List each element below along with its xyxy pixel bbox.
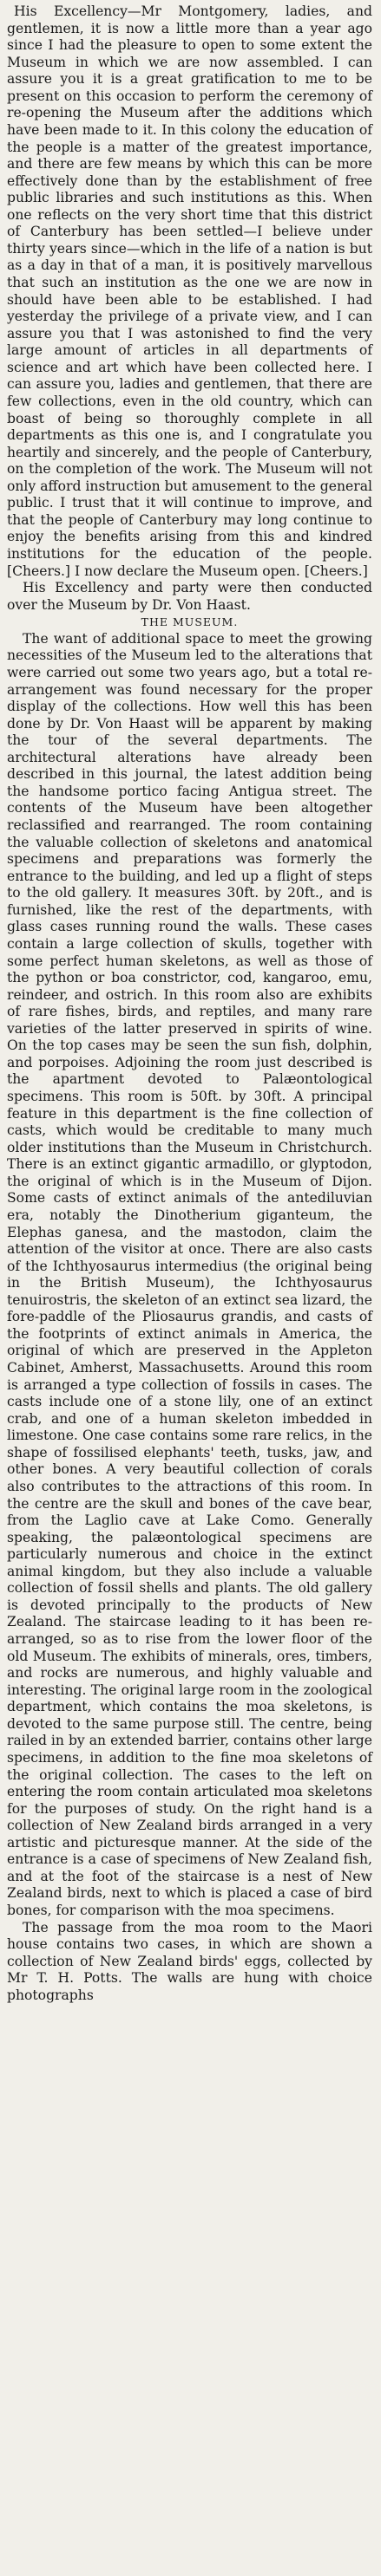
speech-paragraph: His Excellency—Mr Montgomery, ladies, and gentlemen, it is now a little more than a year ago since I had the pleasure to open to some extent the Museum in which we are now assembled. I can assure you it is a great gratification to me to be present on this occasion to perform the ceremony of re-opening the Museum after the additions which have been made to it. In this colony the education of the people is a matter of the greatest importance, and there are few means by which this can be more effectively done than by the establishment of free public libraries and such institutions as this. When one reflects on the very short time that this district of Canterbury has been settled—I believe under thirty years since—which in the life of a nation is but as a day in that of a man, it is positively marvellous that such an institution as the one we are now in should have been able to be established. I had yesterday the privilege of a private view, and I can assure you that I was astonished to find the very large amount of articles in all departments of science and art which have been collected here. I can assure you, ladies and gentlemen, that there are few collections, even in the old country, which can boast of being so thoroughly complete in all departments as this one is, and I congratulate you heartily and sincerely, and the people of Canterbury, on the completion of the work. The Museum will not only afford instruction but amusement to the general public. I trust that it will continue to improve, and that the people of Canterbury may long continue to enjoy the benefits arising from this and kindred institutions for the education of the people. [Cheers.] I now declare the Museum open. [Cheers.] [7,3,372,579]
tour-paragraph: His Excellency and party were then conducted over the Museum by Dr. Von Haast. [7,580,372,613]
section-heading: THE MUSEUM. [141,615,239,629]
passage-paragraph: The passage from the moa room to the Maori house contains two cases, in which are shown a collection of New Zealand birds' eggs, collected by Mr T. H. Potts. The walls are hung with choice photographs [7,1919,372,2003]
museum-description-paragraph: The want of additional space to meet the growing necessities of the Museum led to the alterations that were carried out some two years ago, but a total re-arrangement was found necessary for the proper display of the collections. How well this has been done by Dr. Von Haast will be apparent by making the tour of the several departments. The architectural alterations have already been described in this journal, the latest addition being the handsome portico facing Antigua street. The contents of the Museum have been altogether reclassified and rearranged. The room containing the valuable collection of skeletons and anatomical specimens and preparations was formerly the entrance to the building, and led up a flight of steps to the old gallery. It measures 30ft. by 20ft., and is furnished, like the rest of the departments, with glass cases running round the walls. These cases contain a large collection of skulls, together with some perfect human skeletons, as well as those of the python or boa constrictor, cod, kangaroo, emu, reindeer, and ostrich. In this room also are exhibits of rare fishes, birds, and reptiles, and many rare varieties of the latter preserved in spirits of wine. On the top cases may be seen the sun fish, dolphin, and porpoises. Adjoining the room just described is the apartment devoted to Palæontological specimens. This room is 50ft. by 30ft. A principal feature in this department is the fine collection of casts, which would be creditable to many much older institutions than the Museum in Christchurch. There is an extinct gigantic armadillo, or glyptodon, the original of which is in the Museum of Dijon. Some casts of extinct animals of the antediluvian era, notably the Dinotherium giganteum, the Elephas ganesa, and the mastodon, claim the attention of the visitor at once. There are also casts of the Ichthyosaurus intermedius (the original being in the British Museum), the Ichthyosaurus tenuirostris, the skeleton of an extinct sea lizard, the fore-paddle of the Pliosaurus grandis, and casts of the footprints of extinct animals in America, the original of which are preserved in the Appleton Cabinet, Amherst, Massachusetts. Around this room is arranged a type collection of fossils in cases. The casts include one of a stone lily, one of an extinct crab, and one of a human skeleton imbedded in limestone. One case contains some rare relics, in the shape of fossilised elephants' teeth, tusks, jaw, and other bones. A very beautiful collection of corals also contributes to the attractions of this room. In the centre are the skull and bones of the cave bear, from the Laglio cave at Lake Como. Generally speaking, the palæontological specimens are particularly numerous and choice in the extinct animal kingdom, but they also include a valuable collection of fossil shells and plants. The old gallery is devoted principally to the products of New Zealand. The staircase leading to it has been re-arranged, so as to rise from the lower floor of the old Museum. The exhibits of minerals, ores, timbers, and rocks are numerous, and highly valuable and interesting. The original large room in the zoological department, which contains the moa skeletons, is devoted to the same purpose still. The centre, being railed in by an extended barrier, contains other large specimens, in addition to the fine moa skeletons of the original collection. The cases to the left on entering the room contain articulated moa skeletons for the purposes of study. On the right hand is a collection of New Zealand birds arranged in a very artistic and picturesque manner. At the side of the entrance is a case of specimens of New Zealand fish, and at the foot of the staircase is a nest of New Zealand birds, next to which is placed a case of bird bones, for comparison with the moa specimens. [7,630,372,1918]
